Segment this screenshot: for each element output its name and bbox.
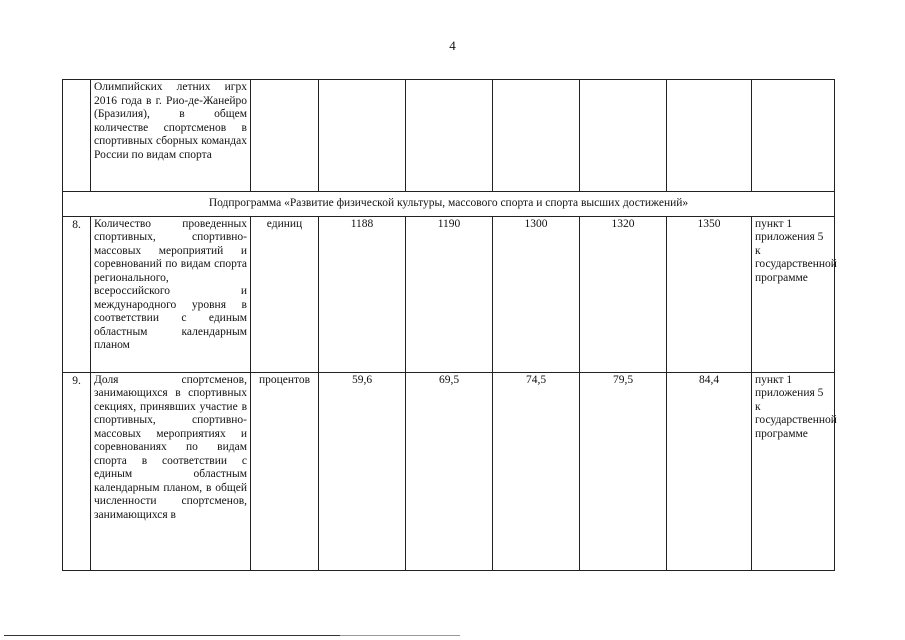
table-row-continued — [63, 80, 835, 192]
value-cell: 1350 — [667, 216, 752, 372]
value-cell — [667, 80, 752, 192]
indicator-unit: процентов — [251, 372, 319, 570]
row-number: 8. — [63, 216, 91, 372]
value-cell — [580, 80, 667, 192]
value-cell — [493, 80, 580, 192]
value-cell — [319, 80, 406, 192]
value-cell: 69,5 — [406, 372, 493, 570]
table-row — [63, 216, 835, 372]
indicator-unit — [251, 80, 319, 192]
value-cell: 74,5 — [493, 372, 580, 570]
subprogram-title: Подпрограмма «Развитие физической культуры, массового спорта и спорта высших достижений» — [63, 192, 835, 217]
indicators-table — [62, 79, 835, 571]
value-cell: 1320 — [580, 216, 667, 372]
value-cell: 1190 — [406, 216, 493, 372]
indicator-description: Олимпийских летних игрх 2016 года в г. Рио-де-Жанейро (Бразилия), в общем количестве спортсменов в спортивных сборных командах России по видам спорта — [91, 80, 251, 192]
value-cell: 1188 — [319, 216, 406, 372]
value-cell — [406, 80, 493, 192]
footer-divider-faint — [340, 635, 460, 636]
value-cell: 59,6 — [319, 372, 406, 570]
value-cell: 84,4 — [667, 372, 752, 570]
subprogram-row — [63, 192, 835, 217]
indicator-description: Доля спортсменов, занимающихся в спортивных секциях, принявших участие в спортивных, спортивно-массовых мероприятиях и соревнованиях по видам спорта в соответствии с единым областным календарным планом, в общей численности спортсменов, занимающихся в — [91, 372, 251, 570]
row-number: 9. — [63, 372, 91, 570]
table-row — [63, 372, 835, 570]
indicator-description: Количество проведенных спортивных, спортивно-массовых мероприятий и соревнований по видам спорта регионального, всероссийского и международного уровня в соответствии с единым областным календарным планом — [91, 216, 251, 372]
indicator-source — [752, 80, 835, 192]
value-cell: 1300 — [493, 216, 580, 372]
indicator-source: пункт 1 приложения 5 к государственной программе — [752, 372, 835, 570]
indicator-unit: единиц — [251, 216, 319, 372]
value-cell: 79,5 — [580, 372, 667, 570]
page-number: 4 — [449, 38, 456, 53]
indicator-source: пункт 1 приложения 5 к государственной программе — [752, 216, 835, 372]
row-number — [63, 80, 91, 192]
